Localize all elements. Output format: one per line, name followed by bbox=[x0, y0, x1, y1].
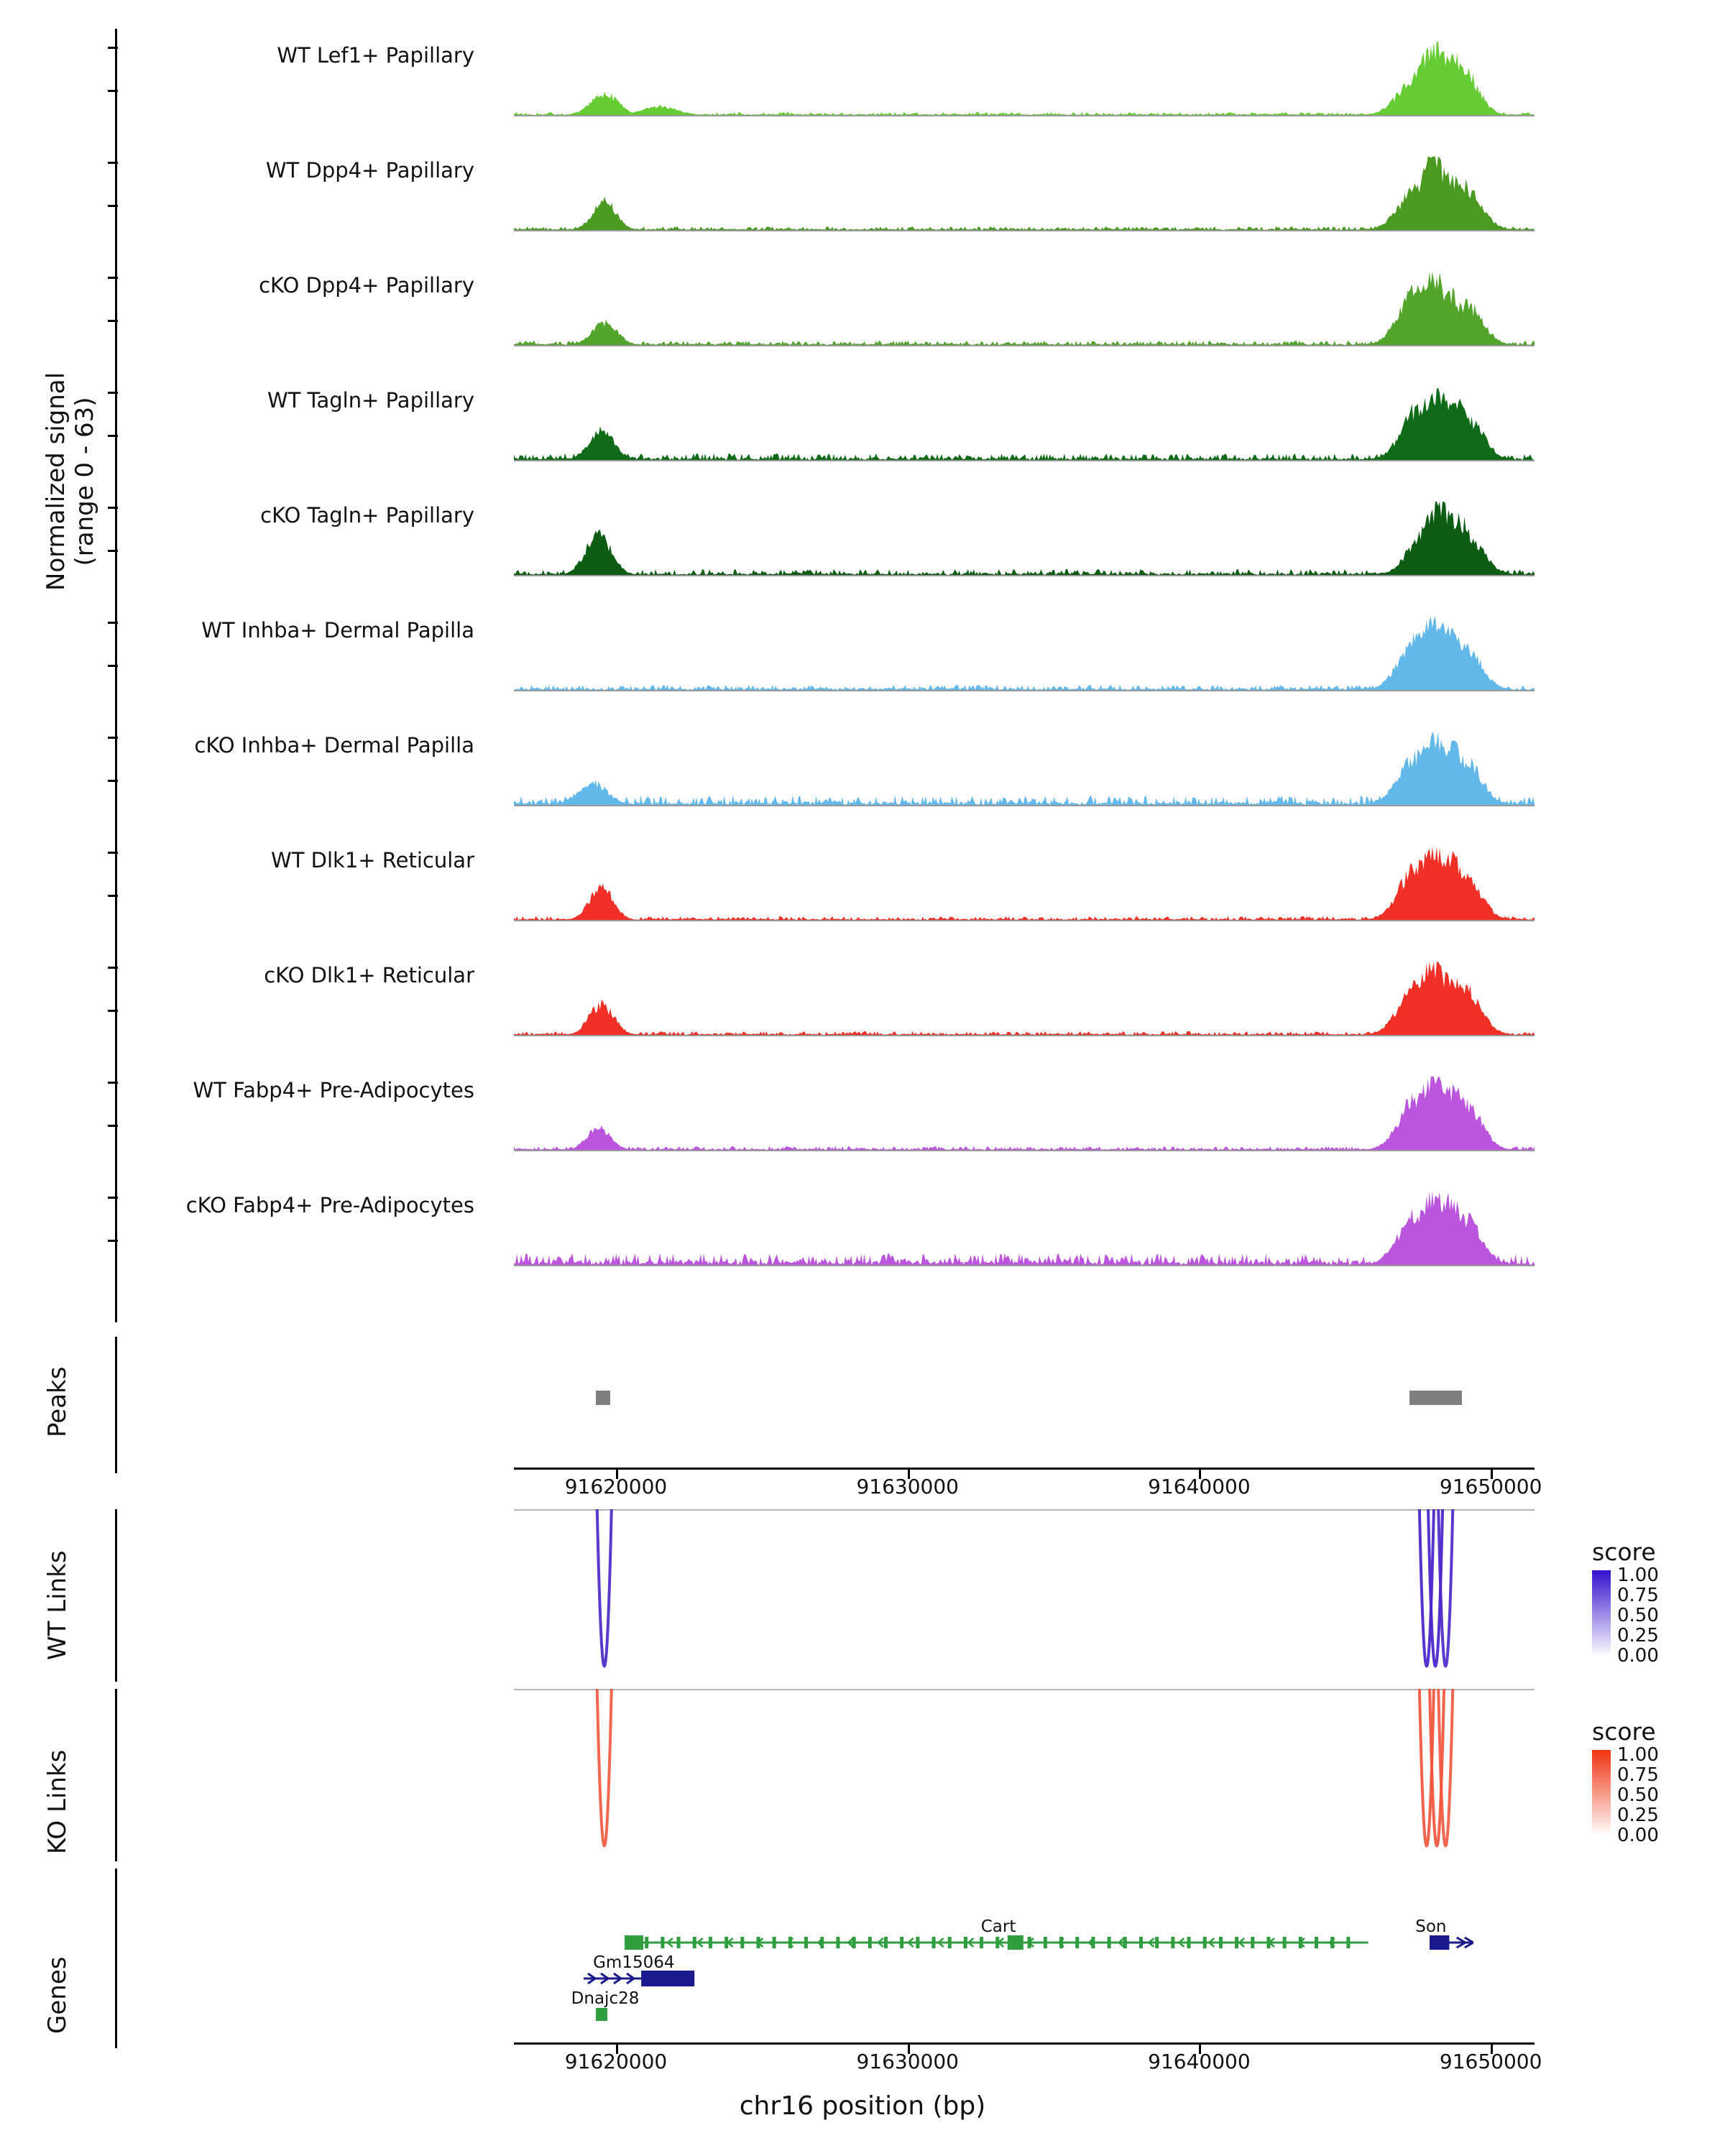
axis-tick bbox=[108, 320, 118, 322]
x-axis-tick-label: 91640000 bbox=[1148, 1475, 1251, 1498]
track-baseline bbox=[514, 1035, 1535, 1036]
signal-trace bbox=[514, 959, 1535, 1035]
x-axis-tick-label: 91620000 bbox=[564, 2050, 668, 2073]
track-label: cKO Dpp4+ Papillary bbox=[259, 273, 474, 298]
axis-tick bbox=[108, 90, 118, 92]
link-arcs bbox=[514, 1689, 1535, 1854]
track-baseline bbox=[514, 1150, 1535, 1151]
genes-axis-line bbox=[115, 1869, 117, 2048]
ko-score-legend-tick: 0.00 bbox=[1617, 1825, 1659, 1846]
wt-score-legend-tick: 0.00 bbox=[1617, 1645, 1659, 1667]
track-baseline bbox=[514, 115, 1535, 116]
wt-score-legend-title: score bbox=[1592, 1538, 1656, 1566]
genes-section-label: Genes bbox=[43, 1956, 72, 2034]
axis-tick bbox=[108, 1197, 118, 1199]
axis-tick bbox=[108, 550, 118, 552]
axis-tick bbox=[108, 967, 118, 969]
signal-trace bbox=[514, 1074, 1535, 1150]
track-label: cKO Inhba+ Dermal Papilla bbox=[194, 733, 474, 757]
track-label: WT Fabp4+ Pre-Adipocytes bbox=[193, 1078, 474, 1102]
track-baseline bbox=[514, 805, 1535, 806]
track-label: cKO Fabp4+ Pre-Adipocytes bbox=[185, 1193, 474, 1217]
signal-trace bbox=[514, 729, 1535, 805]
ko-score-legend-tick: 0.50 bbox=[1617, 1784, 1659, 1806]
axis-tick bbox=[108, 1240, 118, 1242]
signal-trace bbox=[514, 155, 1535, 230]
track-label: WT Inhba+ Dermal Papilla bbox=[201, 618, 474, 642]
axis-line bbox=[514, 1468, 1535, 1470]
axis-tick bbox=[108, 895, 118, 897]
axis-tick bbox=[108, 1010, 118, 1012]
signal-axis-line bbox=[115, 29, 117, 1322]
wt-score-legend-tick: 0.25 bbox=[1617, 1625, 1659, 1646]
axis-tick bbox=[108, 162, 118, 164]
x-axis-tick-label: 91650000 bbox=[1439, 1475, 1542, 1498]
track-baseline bbox=[514, 1265, 1535, 1266]
axis-tick bbox=[108, 277, 118, 279]
track-label: cKO Tagln+ Papillary bbox=[260, 503, 474, 528]
peak-region bbox=[596, 1391, 610, 1405]
track-baseline bbox=[514, 345, 1535, 346]
track-baseline bbox=[514, 690, 1535, 691]
peaks-axis-line bbox=[115, 1337, 117, 1473]
wt-links-axis-line bbox=[115, 1509, 117, 1682]
wt-score-legend-tick: 1.00 bbox=[1617, 1565, 1659, 1586]
y-axis-label: Normalized signal (range 0 - 63) bbox=[42, 372, 99, 591]
wt-score-legend-colorbar bbox=[1592, 1570, 1611, 1657]
axis-tick bbox=[108, 205, 118, 207]
wt-links-section-label: WT Links bbox=[43, 1550, 72, 1660]
track-label: WT Tagln+ Papillary bbox=[267, 388, 474, 413]
track-baseline bbox=[514, 575, 1535, 576]
signal-trace bbox=[514, 614, 1535, 690]
wt-score-legend-tick: 0.50 bbox=[1617, 1605, 1659, 1626]
link-arcs bbox=[514, 1509, 1535, 1674]
axis-tick bbox=[108, 392, 118, 394]
axis-tick bbox=[108, 1082, 118, 1084]
ko-score-legend-colorbar bbox=[1592, 1750, 1611, 1836]
gene-label: Cart bbox=[980, 1917, 1016, 1936]
signal-trace bbox=[514, 499, 1535, 575]
axis-tick bbox=[108, 852, 118, 854]
peaks-section-label: Peaks bbox=[43, 1366, 72, 1437]
ko-score-legend-tick: 0.25 bbox=[1617, 1805, 1659, 1826]
axis-line bbox=[514, 2042, 1535, 2045]
signal-trace bbox=[514, 384, 1535, 460]
signal-trace bbox=[514, 270, 1535, 345]
x-axis-tick-label: 91620000 bbox=[564, 1475, 668, 1498]
signal-trace bbox=[514, 40, 1535, 115]
axis-tick bbox=[108, 1125, 118, 1127]
signal-trace bbox=[514, 844, 1535, 920]
axis-tick bbox=[108, 47, 118, 49]
x-axis-title: chr16 position (bp) bbox=[739, 2091, 986, 2121]
ko-score-legend-title: score bbox=[1592, 1718, 1656, 1746]
ko-links-axis-line bbox=[115, 1689, 117, 1861]
ko-links-section-label: KO Links bbox=[43, 1749, 72, 1854]
x-axis-tick-label: 91630000 bbox=[856, 1475, 959, 1498]
x-axis-tick-label: 91650000 bbox=[1439, 2050, 1542, 2073]
x-axis-tick-label: 91630000 bbox=[856, 2050, 959, 2073]
track-baseline bbox=[514, 920, 1535, 921]
wt-score-legend-tick: 0.75 bbox=[1617, 1585, 1659, 1606]
gene-label: Gm15064 bbox=[593, 1953, 675, 1972]
signal-trace bbox=[514, 1189, 1535, 1265]
axis-tick bbox=[108, 435, 118, 437]
track-label: WT Lef1+ Papillary bbox=[277, 43, 474, 68]
track-baseline bbox=[514, 230, 1535, 231]
track-label: WT Dlk1+ Reticular bbox=[271, 848, 474, 872]
axis-tick bbox=[108, 737, 118, 739]
ko-score-legend-tick: 1.00 bbox=[1617, 1744, 1659, 1766]
axis-tick bbox=[108, 507, 118, 509]
gene-label: Dnajc28 bbox=[571, 1989, 640, 2008]
track-label: cKO Dlk1+ Reticular bbox=[264, 963, 474, 987]
x-axis-tick-label: 91640000 bbox=[1148, 2050, 1251, 2073]
ko-score-legend-tick: 0.75 bbox=[1617, 1764, 1659, 1786]
track-baseline bbox=[514, 460, 1535, 461]
track-label: WT Dpp4+ Papillary bbox=[265, 158, 474, 183]
axis-tick bbox=[108, 665, 118, 667]
gene-label: Son bbox=[1415, 1917, 1447, 1936]
peak-region bbox=[1409, 1391, 1462, 1405]
axis-tick bbox=[108, 622, 118, 624]
axis-tick bbox=[108, 780, 118, 782]
